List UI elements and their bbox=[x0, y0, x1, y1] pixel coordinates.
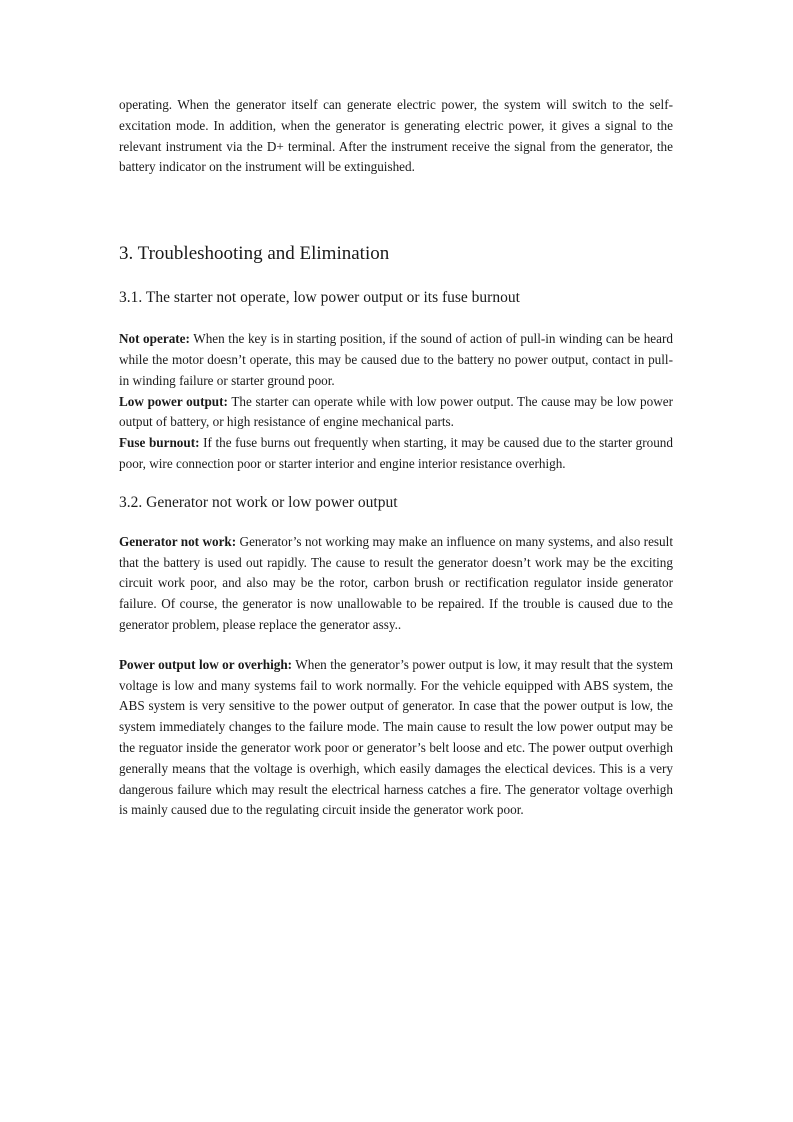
power-output-text: When the generator’s power output is low, it may result that the system voltage is low and many systems fail to work normally. For the vehicle equipped with ABS system, the ABS system is very sensitive to the power output of generator. In case that the power output is low, the system immediately changes to the failure mode. The main cause to result the low power output may be the reguator inside the generator work poor or generator’s belt loose and etc. The power output overhigh generally means that the voltage is overhigh, which easily damages the electical devices. This is a very dangerous failure which may result the electrical harness catches a fire. The generator voltage overhigh is mainly caused due to the regulating circuit inside the generator work poor. bbox=[119, 656, 673, 818]
low-power-text: The starter can operate while with low power output. The cause may be low power output of battery, or high resistance of engine mechanical parts. bbox=[119, 393, 673, 430]
starter-faults-block bbox=[119, 329, 673, 475]
fuse-burnout-text: If the fuse burns out frequently when starting, it may be caused due to the starter ground poor, wire connection poor or starter interior and engine interior resistance overhigh. bbox=[119, 435, 673, 471]
section-3-1-heading: 3.1. The starter not operate, low power output or its fuse burnout bbox=[119, 289, 520, 307]
not-operate-paragraph bbox=[119, 329, 673, 391]
fuse-burnout-paragraph bbox=[119, 433, 673, 475]
low-power-paragraph bbox=[119, 392, 673, 434]
generator-not-work-paragraph bbox=[119, 532, 673, 636]
power-output-label: Power output low or overhigh: bbox=[119, 656, 293, 672]
section-3-2-heading: 3.2. Generator not work or low power output bbox=[119, 493, 398, 511]
section-3-heading: 3. Troubleshooting and Elimination bbox=[119, 243, 390, 265]
generator-not-work-text: Generator’s not working may make an influence on many systems, and also result that the battery is used out rapidly. The cause to result the generator doesn’t work may be the exciting circuit work poor, and also may be the rotor, carbon brush or rectification regulator inside generator failure. Of course, the generator is now unallowable to be repaired. If the trouble is caused due to the generator problem, please replace the generator assy.. bbox=[119, 533, 673, 632]
power-output-paragraph bbox=[119, 655, 673, 821]
not-operate-label: Not operate: bbox=[119, 331, 190, 347]
low-power-label: Low power output: bbox=[119, 393, 228, 409]
fuse-burnout-label: Fuse burnout: bbox=[119, 435, 200, 451]
not-operate-text: When the key is in starting position, if the sound of action of pull-in winding can be heard while the motor doesn’t operate, this may be caused due to the battery no power output, contact in pull-in winding failure or starter ground poor. bbox=[119, 331, 673, 388]
generator-not-work-label: Generator not work: bbox=[119, 533, 237, 549]
intro-paragraph: operating. When the generator itself can generate electric power, the system will switch to the self-excitation mode. In addition, when the generator is generating electric power, it gives a signal to the relevant instrument via the D+ terminal. After the instrument receive the signal from the generator, the battery indicator on the instrument will be extinguished. bbox=[119, 97, 673, 175]
document-page bbox=[119, 95, 673, 821]
